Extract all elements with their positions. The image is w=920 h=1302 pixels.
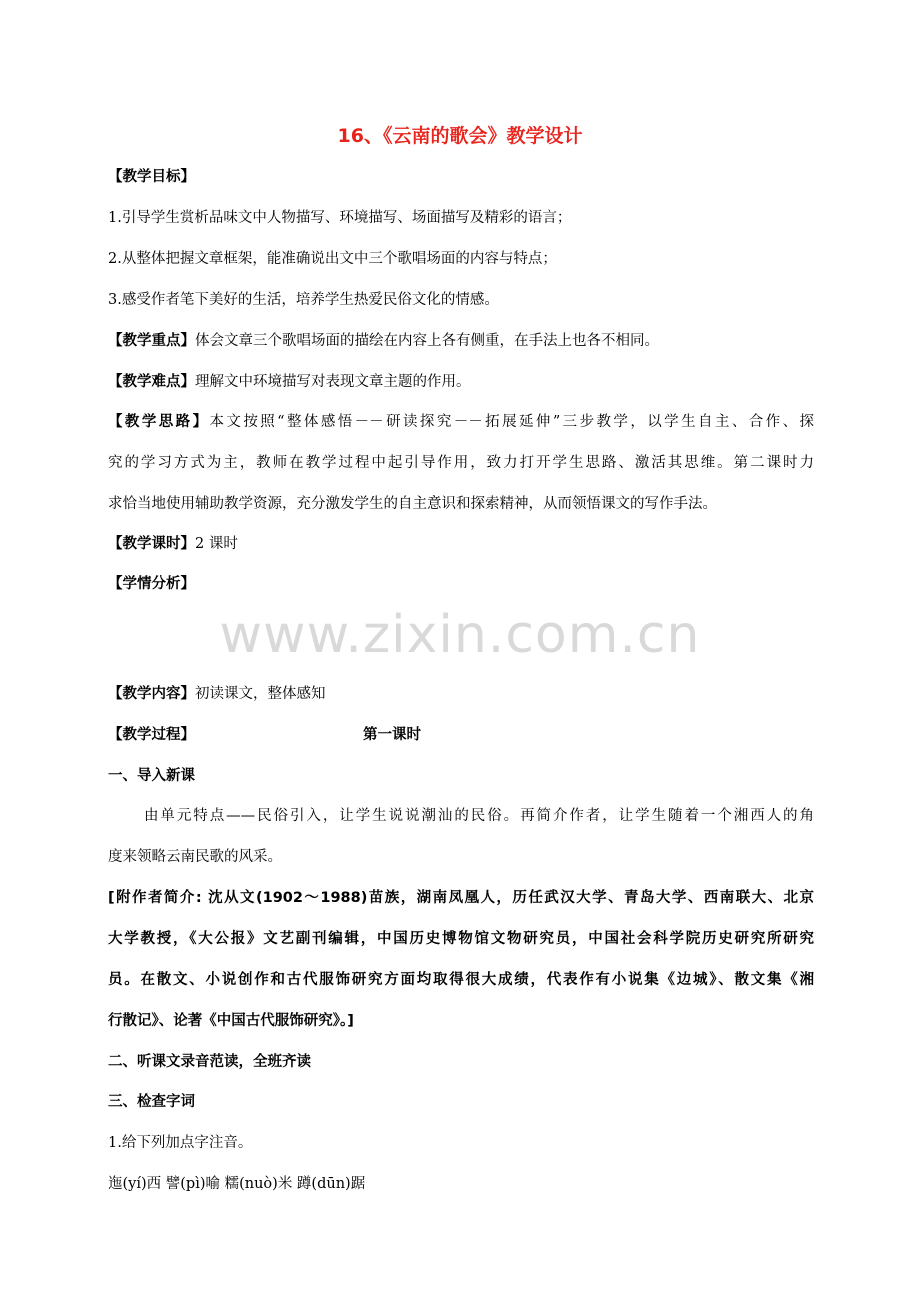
key-point-label: 【教学重点】 [108,333,195,349]
approach-line-1 [108,411,814,433]
approach-line-2: 究的学习方式为主，教师在教学过程中起引导作用，致力打开学生思路、激活其思维。第二课时力 [108,455,814,471]
section3-words: 迤(yí)西 譬(pì)喻 糯(nuò)米 蹲(dūn)踞 [108,1176,366,1192]
section1-para-line-2: 度来领略云南民歌的风采。 [108,849,282,865]
section1-heading: 一、导入新课 [108,768,195,784]
content-text: 初读课文，整体感知 [195,686,326,702]
hours-text: 2 课时 [195,536,238,552]
objective-item-1: 1.引导学生赏析品味文中人物描写、环境描写、场面描写及精彩的语言； [108,210,572,226]
key-point-row [108,330,814,352]
document-title: 16、《云南的歌会》教学设计 [337,125,583,147]
content-label: 【教学内容】 [108,686,195,702]
approach-text-1: 本文按照“整体感悟－－研读探究－－拓展延伸”三步教学，以学生自主、合作、探 [209,414,815,430]
key-point-text: 体会文章三个歌唱场面的描绘在内容上各有侧重，在手法上也各不相同。 [195,333,659,349]
section2-heading: 二、听课文录音范读，全班齐读 [108,1054,311,1070]
difficulty-text: 理解文中环境描写对表现文章主题的作用。 [195,374,471,390]
process-label: 【教学过程】 [108,727,195,743]
content-row [108,683,814,705]
section1-para-line-1: 由单元特点——民俗引入，让学生说说潮汕的民俗。再简介作者，让学生随着一个湘西人的角 [144,808,814,824]
hours-row [108,533,814,555]
objective-item-2: 2.从整体把握文章框架，能准确说出文中三个歌唱场面的内容与特点； [108,251,557,267]
bio-line-1: [附作者简介: 沈从文(1902～1988)苗族，湖南凤凰人，历任武汉大学、青岛大学、西南联大、北京 [108,890,814,906]
objectives-heading: 【教学目标】 [108,169,195,185]
difficulty-row [108,371,814,393]
hours-label: 【教学课时】 [108,536,195,552]
difficulty-label: 【教学难点】 [108,374,195,390]
section3-item-1: 1.给下列加点字注音。 [108,1135,253,1151]
analysis-label: 【学情分析】 [108,576,195,592]
approach-label: 【教学思路】 [108,414,210,430]
objective-item-3: 3.感受作者笔下美好的生活，培养学生热爱民俗文化的情感。 [108,292,499,308]
section3-heading: 三、检查字词 [108,1094,195,1110]
session-title: 第一课时 [363,727,421,743]
process-row [108,724,814,746]
bio-line-2: 大学教授，《大公报》文艺副刊编辑，中国历史博物馆文物研究员，中国社会科学院历史研究所研究 [108,931,814,947]
watermark: www.zixin.com.cn [219,605,701,665]
bio-line-4: 行散记》、论著《中国古代服饰研究》。] [108,1013,354,1029]
bio-line-3: 员。在散文、小说创作和古代服饰研究方面均取得很大成绩，代表作有小说集《边城》、散文集《湘 [108,972,814,988]
approach-line-3: 求恰当地使用辅助教学资源，充分激发学生的自主意识和探索精神，从而领悟课文的写作手法。 [108,496,717,512]
